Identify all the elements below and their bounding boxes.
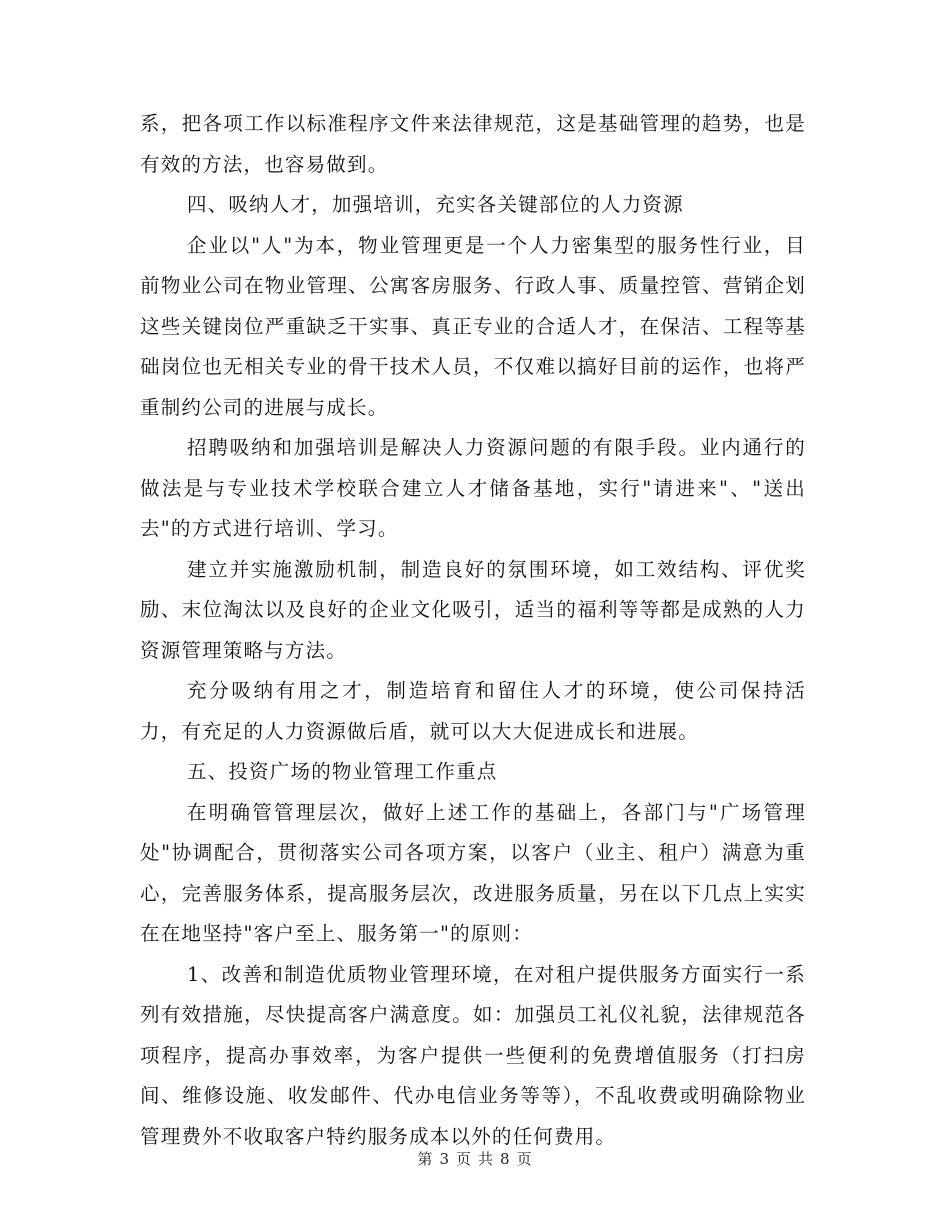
footer-suffix: 页 xyxy=(516,1150,533,1168)
footer-current-page: 3 xyxy=(439,1150,450,1168)
page-footer xyxy=(0,1148,950,1169)
paragraph-9: 1、改善和制造优质物业管理环境，在对租户提供服务方面实行一系列有效措施，尽快提高客户满意度。如：加强员工礼仪礼貌，法律规范各项程序，提高办事效率，为客户提供一些便利的免费增值服务（打扫房间、维修设施、收发邮件、代办电信业务等等），不乱收费或明确除物业管理费外不收取客户特约服务成本以外的任何费用。 xyxy=(140,962,806,1148)
paragraph-1: 系，把各项工作以标准程序文件来法律规范，这是基础管理的趋势，也是有效的方法，也容易做到。 xyxy=(140,112,806,176)
paragraph-8: 在明确管管理层次，做好上述工作的基础上，各部门与"广场管理处"协调配合，贯彻落实公司各项方案，以客户（业主、租户）满意为重心，完善服务体系，提高服务层次，改进服务质量，另在以下几点上实实在在地坚持"客户至上、服务第一"的原则： xyxy=(140,800,806,945)
footer-total-pages: 8 xyxy=(500,1150,511,1168)
footer-total-label: 共 xyxy=(478,1150,495,1168)
section-heading-4: 四、吸纳人才，加强培训，充实各关键部位的人力资源 xyxy=(187,193,684,216)
paragraph-5: 建立并实施激励机制，制造良好的氛围环境，如工效结构、评优奖励、末位淘汰以及良好的企业文化吸引，适当的福利等等都是成熟的人力资源管理策略与方法。 xyxy=(140,557,806,662)
section-heading-5: 五、投资广场的物业管理工作重点 xyxy=(187,760,498,783)
document-body xyxy=(140,104,806,1157)
footer-page-unit: 页 xyxy=(455,1150,472,1168)
paragraph-4: 招聘吸纳和加强培训是解决人力资源问题的有限手段。业内通行的做法是与专业技术学校联合建立人才储备基地，实行"请进来"、"送出去"的方式进行培训、学习。 xyxy=(140,436,806,540)
footer-prefix: 第 xyxy=(417,1150,434,1168)
paragraph-3: 企业以"人"为本，物业管理更是一个人力密集型的服务性行业，目前物业公司在物业管理、公寓客房服务、行政人事、质量控管、营销企划这些关键岗位严重缺乏干实事、真正专业的合适人才，在保洁、工程等基础岗位也无相关专业的骨干技术人员，不仅难以搞好目前的运作，也将严重制约公司的进展与成长。 xyxy=(140,233,806,419)
paragraph-6: 充分吸纳有用之才，制造培育和留住人才的环境，使公司保持活力，有充足的人力资源做后盾，就可以大大促进成长和进展。 xyxy=(140,679,806,743)
